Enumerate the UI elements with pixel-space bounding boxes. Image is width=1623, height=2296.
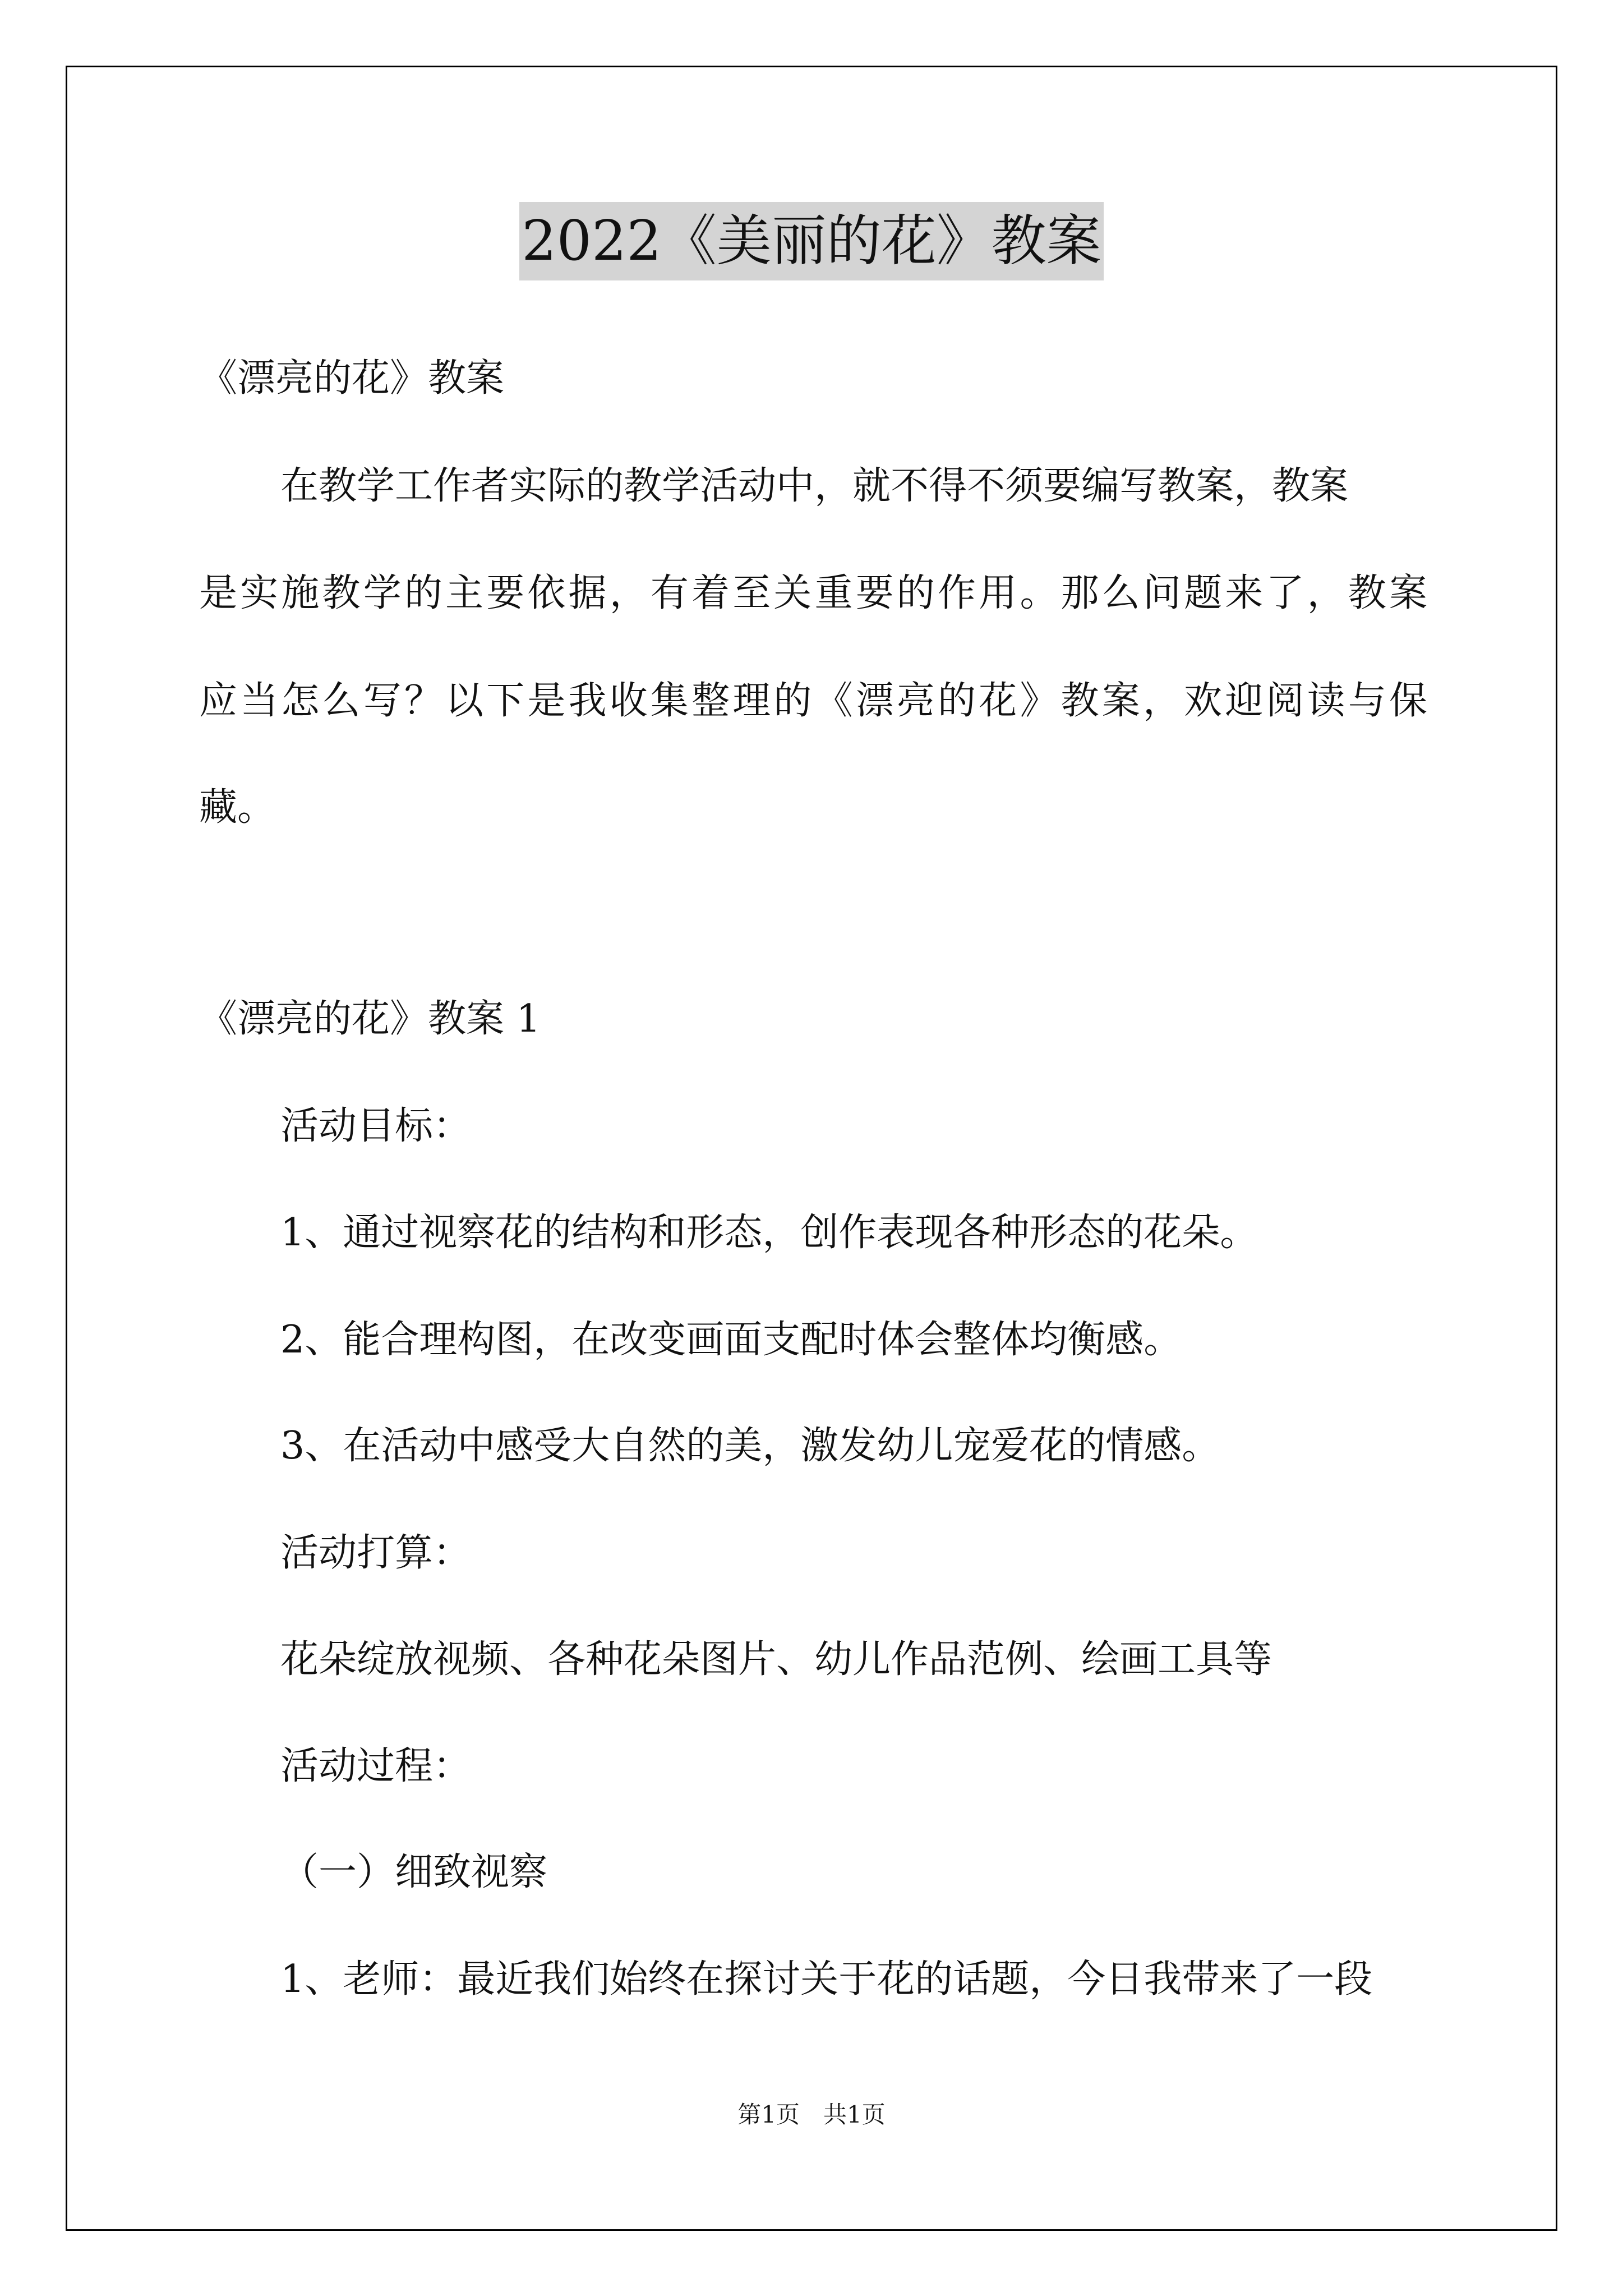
step-text: 1、老师：最近我们始终在探讨关于花的话题，今日我带来了一段 — [280, 1957, 1373, 2001]
page-footer: 第1页 共1页 — [737, 2101, 886, 2128]
step-heading: （一）细致视察 — [280, 1850, 548, 1894]
prep-heading: 活动打算： — [280, 1531, 472, 1575]
goal-item-2: 2、能合理构图，在改变画面支配时体会整体均衡感。 — [280, 1318, 1182, 1362]
goal-item-1: 1、通过视察花的结构和形态，创作表现各种形态的花朵。 — [280, 1211, 1258, 1255]
goal-heading: 活动目标： — [280, 1104, 472, 1148]
document-title: 2022《美丽的花》教案 — [519, 202, 1103, 280]
intro-line-3: 应当怎么写？以下是我收集整理的《漂亮的花》教案，欢迎阅读与保 — [199, 679, 1427, 723]
title-container — [0, 202, 1623, 280]
intro-line-2: 是实施教学的主要依据，有着至关重要的作用。那么问题来了，教案 — [199, 571, 1427, 615]
section-heading: 《漂亮的花》教案 1 — [199, 997, 541, 1041]
intro-line-4: 藏。 — [199, 785, 276, 830]
prep-text: 花朵绽放视频、各种花朵图片、幼儿作品范例、绘画工具等 — [280, 1637, 1272, 1682]
process-heading: 活动过程： — [280, 1744, 472, 1788]
intro-line-1: 在教学工作者实际的教学活动中，就不得不须要编写教案，教案 — [280, 464, 1349, 508]
subtitle: 《漂亮的花》教案 — [199, 356, 505, 401]
goal-item-3: 3、在活动中感受大自然的美，激发幼儿宠爱花的情感。 — [280, 1424, 1220, 1468]
